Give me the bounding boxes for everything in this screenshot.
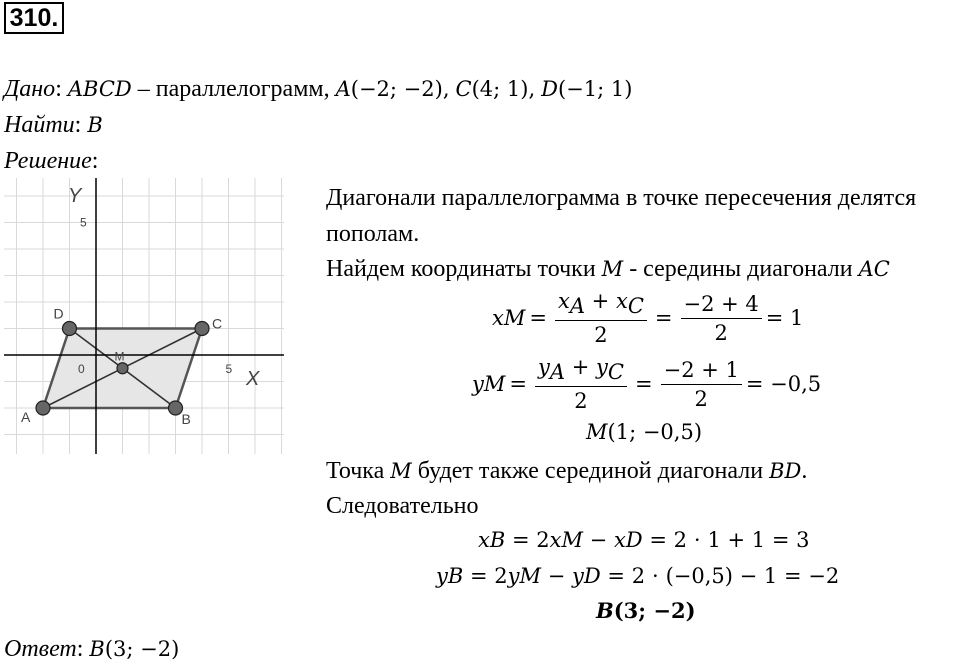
point-b (169, 401, 183, 415)
answer-line (4, 634, 179, 664)
given-figure: ABCD (67, 77, 132, 101)
ym-result: = −0,5 (745, 372, 822, 396)
xm-frac-1: $\frac{x_A + x_C}{2}$ (555, 288, 647, 348)
ym-frac-2: $\frac{-2 + 1}{2}$ (661, 357, 742, 412)
given-colon: : (55, 76, 62, 102)
xm-result: = 1 (765, 306, 804, 330)
result-b-coords: (3; −2) (613, 598, 696, 623)
text-line-3-m: M (601, 257, 624, 281)
find-value: B (87, 113, 103, 137)
given-text: параллелограмм, (155, 76, 330, 102)
find-line (4, 110, 103, 140)
text-line-3-ac: AC (858, 257, 890, 281)
coordinate-graph (4, 178, 284, 454)
result-b-name: B (596, 598, 614, 623)
text-line-4-bd: BD (769, 459, 802, 483)
ym-frac-1: $\frac{y_A + y_C}{2}$ (535, 354, 627, 414)
ym-lhs: y (472, 372, 484, 396)
point-label-b: B (181, 411, 191, 427)
point-c (195, 322, 209, 336)
result-b (596, 598, 696, 623)
point-label-a: A (21, 409, 31, 425)
solution-colon: : (91, 148, 99, 174)
text-line-1: Диагонали параллелограмма в точке пересечения делятся (326, 185, 917, 211)
y-tick-label: 5 (80, 215, 87, 230)
text-line-5: Следовательно (326, 493, 479, 519)
text-line-3-post: - середины диагонали (629, 256, 853, 282)
midpoint-m (586, 420, 702, 444)
given-point-d-name: D (541, 77, 558, 101)
text-line-4-m: M (390, 459, 412, 483)
point-label-d: D (53, 305, 64, 322)
find-colon: : (74, 112, 82, 138)
formula-yb: y B = 2 y M − y D = 2 ⋅ (−0,5) − 1 = −2 (436, 564, 840, 588)
x-axis-label: X (246, 368, 260, 390)
xm-lhs-sub: M (503, 306, 526, 330)
xm-frac-2: $\frac{-2 + 4}{2}$ (681, 291, 762, 346)
midpoint-m-coords: (1; −0,5) (607, 420, 703, 444)
midpoint-m-name: M (586, 420, 608, 444)
text-line-4-pre: Точка (326, 458, 385, 484)
formula-xb: x B = 2 x M − x D = 2 ⋅ 1 + 1 = 3 (478, 528, 810, 552)
given-point-d-coords: (−1; 1) (557, 77, 633, 101)
text-line-4-post: будет также серединой диагонали (417, 458, 764, 484)
answer-colon: : (76, 636, 84, 662)
given-label: Дано (4, 76, 56, 102)
given-point-c-coords: (4; 1) (471, 77, 529, 101)
x-tick-label: 5 (225, 362, 233, 376)
text-line-3-pre: Найдем координаты точки (326, 256, 596, 282)
point-label-c: C (212, 315, 223, 332)
point-d (63, 322, 77, 336)
solution-label: Решение (4, 148, 92, 174)
text-line-4-dot: . (801, 458, 808, 484)
text-line-2: пополам. (326, 221, 420, 247)
point-a (36, 401, 50, 415)
answer-name: B (89, 637, 105, 661)
given-point-a-coords: (−2; −2) (350, 77, 443, 101)
given-line: Дано: ABCD – параллелограмм, A(−2; −2), C(4; 1), D(−1; 1) (4, 76, 633, 102)
formula-ym: y M = $\frac{y_A + y_C}{2}$ = $\frac{-2 + 1}{2}$ = −0,5 (472, 355, 822, 413)
given-dash: – (137, 76, 150, 102)
problem-number: 310. (4, 2, 64, 34)
given-point-c-name: C (455, 77, 472, 101)
solution-line (4, 146, 98, 176)
find-label: Найти (4, 112, 75, 138)
point-label-m: M (114, 349, 125, 364)
point-m (117, 363, 128, 374)
formula-xm: x M = $\frac{x_A + x_C}{2}$ = $\frac{-2 + 4}{2}$ = 1 (492, 289, 804, 347)
y-axis-label: Y (68, 185, 82, 207)
ym-lhs-sub: M (483, 372, 506, 396)
given-point-a-name: A (335, 77, 351, 101)
xm-lhs: x (492, 306, 504, 330)
answer-coords: (3; −2) (104, 637, 180, 661)
text-line-4 (326, 454, 807, 488)
origin-label: 0 (78, 362, 85, 376)
answer-label: Ответ (4, 636, 77, 662)
text-line-3 (326, 252, 890, 286)
